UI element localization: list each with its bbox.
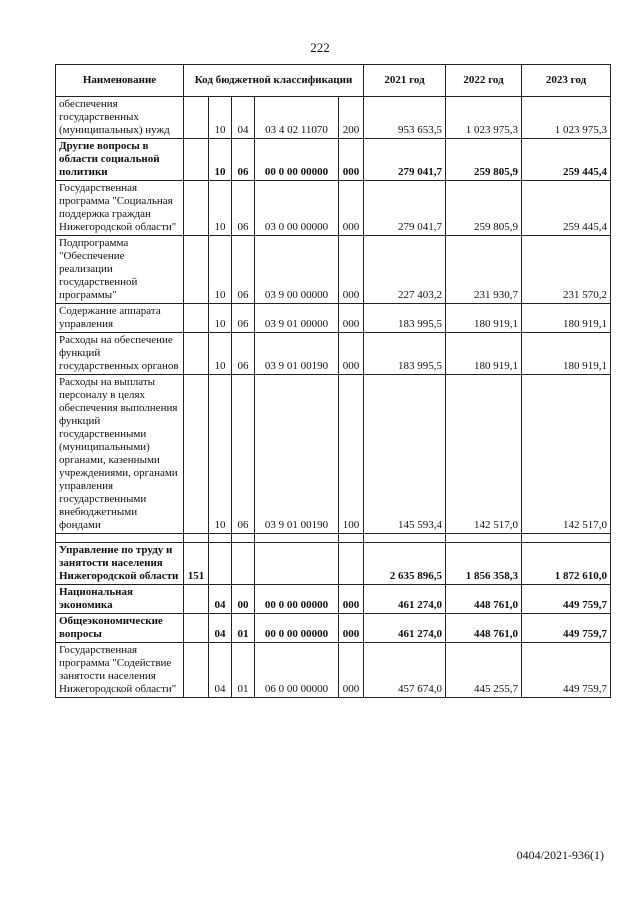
row-podrazdel: 06 [232, 304, 255, 333]
row-2022: 1 856 358,3 [446, 543, 522, 585]
row-csr: 03 4 02 11070 [255, 97, 339, 139]
row-2021: 461 274,0 [364, 614, 446, 643]
col-header-2021: 2021 год [364, 65, 446, 97]
row-2022: 142 517,0 [446, 375, 522, 534]
table-row [56, 543, 611, 585]
row-vr: 000 [339, 236, 364, 304]
row-razdel: 10 [209, 333, 232, 375]
row-vedom [184, 614, 209, 643]
row-2021: 2 635 896,5 [364, 543, 446, 585]
row-vr [339, 543, 364, 585]
row-2023: 449 759,7 [522, 585, 611, 614]
row-podrazdel: 06 [232, 181, 255, 236]
row-name: Содержание аппарата управления [56, 304, 184, 333]
row-vedom [184, 304, 209, 333]
row-podrazdel: 01 [232, 643, 255, 698]
table-row [56, 139, 611, 181]
row-podrazdel: 06 [232, 139, 255, 181]
row-vedom [184, 333, 209, 375]
table-row [56, 585, 611, 614]
spacer-cell [255, 534, 339, 543]
row-razdel: 04 [209, 585, 232, 614]
row-razdel: 10 [209, 181, 232, 236]
row-2022: 259 805,9 [446, 139, 522, 181]
row-vr: 000 [339, 181, 364, 236]
budget-table [55, 64, 611, 698]
row-name: обеспечения государственных (муниципальных) нужд [56, 97, 184, 139]
row-2023: 449 759,7 [522, 614, 611, 643]
row-2021: 279 041,7 [364, 139, 446, 181]
spacer-cell [446, 534, 522, 543]
row-vedom [184, 97, 209, 139]
row-razdel: 04 [209, 643, 232, 698]
row-vr: 100 [339, 375, 364, 534]
row-csr: 00 0 00 00000 [255, 585, 339, 614]
row-vr: 000 [339, 304, 364, 333]
row-vedom [184, 181, 209, 236]
row-2021: 461 274,0 [364, 585, 446, 614]
row-name: Расходы на обеспечение функций государственных органов [56, 333, 184, 375]
row-csr: 00 0 00 00000 [255, 139, 339, 181]
row-vr: 000 [339, 643, 364, 698]
table-row [56, 181, 611, 236]
row-vedom [184, 375, 209, 534]
row-vr: 000 [339, 614, 364, 643]
row-2021: 183 995,5 [364, 304, 446, 333]
row-vr: 000 [339, 585, 364, 614]
table-row [56, 614, 611, 643]
row-2023: 180 919,1 [522, 333, 611, 375]
row-name: Расходы на выплаты персоналу в целях обеспечения выполнения функций государственными (муниципальными) органами, казенными учреждениями, органами управления государственными внебюджетными фондами [56, 375, 184, 534]
row-vr: 200 [339, 97, 364, 139]
table-row [56, 97, 611, 139]
row-csr: 03 9 01 00190 [255, 333, 339, 375]
row-razdel: 10 [209, 304, 232, 333]
row-name: Государственная программа "Содействие занятости населения Нижегородской области" [56, 643, 184, 698]
row-name: Государственная программа "Социальная поддержка граждан Нижегородской области" [56, 181, 184, 236]
col-header-code: Код бюджетной классификации [184, 65, 364, 97]
row-name: Национальная экономика [56, 585, 184, 614]
spacer-cell [209, 534, 232, 543]
row-2022: 448 761,0 [446, 585, 522, 614]
row-csr: 06 0 00 00000 [255, 643, 339, 698]
row-2022: 259 805,9 [446, 181, 522, 236]
row-vr: 000 [339, 139, 364, 181]
row-2022: 180 919,1 [446, 304, 522, 333]
col-header-2022: 2022 год [446, 65, 522, 97]
row-razdel: 04 [209, 614, 232, 643]
table-row [56, 375, 611, 534]
row-2021: 227 403,2 [364, 236, 446, 304]
row-podrazdel: 06 [232, 333, 255, 375]
row-2021: 457 674,0 [364, 643, 446, 698]
row-2023: 259 445,4 [522, 139, 611, 181]
document-code: 0404/2021-936(1) [516, 848, 604, 862]
row-2021: 183 995,5 [364, 333, 446, 375]
row-2021: 953 653,5 [364, 97, 446, 139]
row-razdel [209, 543, 232, 585]
table-header [56, 65, 611, 97]
page-number: 222 [310, 40, 330, 55]
table-row [56, 236, 611, 304]
row-podrazdel [232, 543, 255, 585]
row-podrazdel: 06 [232, 375, 255, 534]
row-podrazdel: 01 [232, 614, 255, 643]
spacer-cell [522, 534, 611, 543]
col-header-name: Наименование [56, 65, 184, 97]
row-2022: 1 023 975,3 [446, 97, 522, 139]
row-2021: 279 041,7 [364, 181, 446, 236]
spacer-cell [364, 534, 446, 543]
row-2022: 231 930,7 [446, 236, 522, 304]
row-2023: 180 919,1 [522, 304, 611, 333]
row-razdel: 10 [209, 139, 232, 181]
spacer-cell [184, 534, 209, 543]
row-vedom [184, 236, 209, 304]
spacer-cell [339, 534, 364, 543]
row-csr: 03 9 00 00000 [255, 236, 339, 304]
row-vr: 000 [339, 333, 364, 375]
row-2023: 1 872 610,0 [522, 543, 611, 585]
row-name: Общеэкономические вопросы [56, 614, 184, 643]
row-name: Управление по труду и занятости населения Нижегородской области [56, 543, 184, 585]
row-podrazdel: 04 [232, 97, 255, 139]
row-vedom [184, 139, 209, 181]
spacer-cell [232, 534, 255, 543]
row-2023: 1 023 975,3 [522, 97, 611, 139]
row-name: Подпрограмма "Обеспечение реализации государственной программы" [56, 236, 184, 304]
table-row [56, 304, 611, 333]
row-2023: 142 517,0 [522, 375, 611, 534]
row-razdel: 10 [209, 375, 232, 534]
row-csr: 03 0 00 00000 [255, 181, 339, 236]
row-csr: 00 0 00 00000 [255, 614, 339, 643]
row-csr: 03 9 01 00000 [255, 304, 339, 333]
row-podrazdel: 06 [232, 236, 255, 304]
table-row [56, 333, 611, 375]
row-vedom [184, 585, 209, 614]
row-2023: 231 570,2 [522, 236, 611, 304]
spacer-cell [56, 534, 184, 543]
row-podrazdel: 00 [232, 585, 255, 614]
row-razdel: 10 [209, 236, 232, 304]
row-2022: 445 255,7 [446, 643, 522, 698]
row-vedom [184, 643, 209, 698]
col-header-2023: 2023 год [522, 65, 611, 97]
row-name: Другие вопросы в области социальной политики [56, 139, 184, 181]
row-csr [255, 543, 339, 585]
row-2022: 180 919,1 [446, 333, 522, 375]
row-csr: 03 9 01 00190 [255, 375, 339, 534]
row-2023: 259 445,4 [522, 181, 611, 236]
row-razdel: 10 [209, 97, 232, 139]
row-2022: 448 761,0 [446, 614, 522, 643]
row-2021: 145 593,4 [364, 375, 446, 534]
table-spacer-row [56, 534, 611, 543]
table-row [56, 643, 611, 698]
row-2023: 449 759,7 [522, 643, 611, 698]
row-vedom: 151 [184, 543, 209, 585]
